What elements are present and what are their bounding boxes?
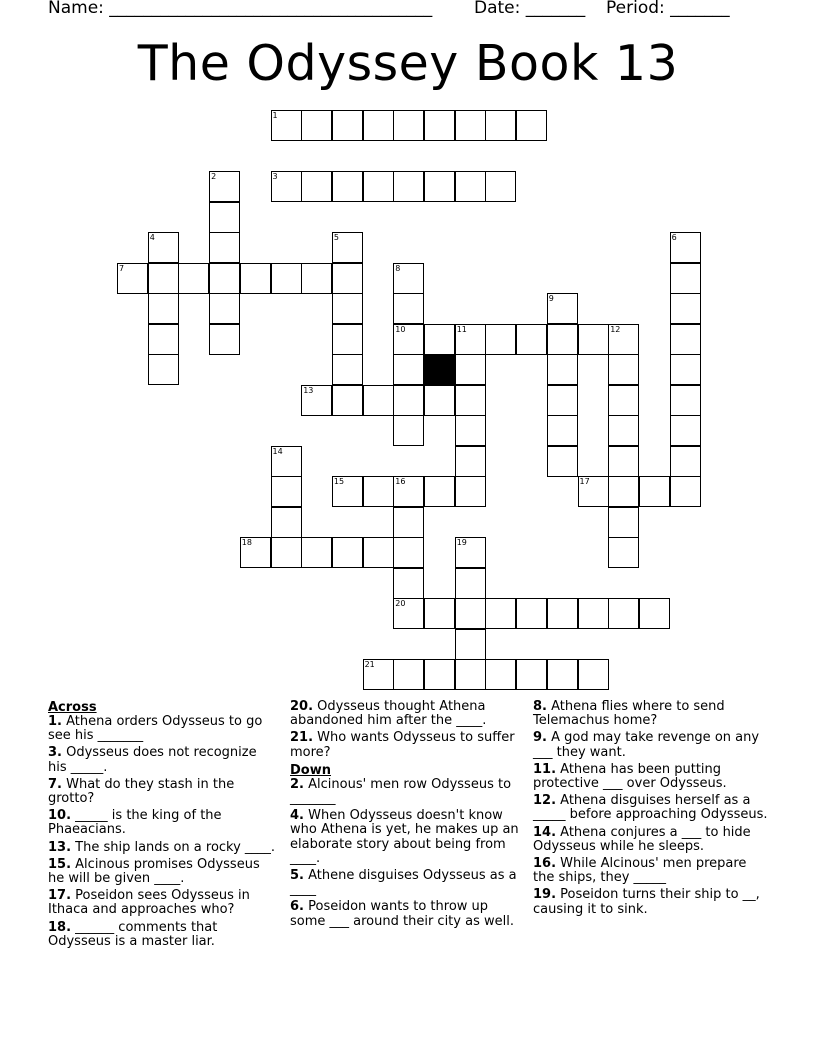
clue-item [290,809,522,866]
grid-cell[interactable] [209,202,240,233]
grid-cell[interactable] [455,568,486,599]
period-field[interactable]: Period: _______ [606,0,730,18]
grid-cell[interactable] [455,415,486,446]
clue-text: Alcinous promises Odysseus he will be given ____. [48,856,260,887]
cell-number: 17 [579,477,590,486]
clue-number: 16. [533,856,557,872]
grid-cell[interactable] [393,537,424,568]
cell-number: 1 [272,111,278,120]
grid-cell[interactable] [148,232,179,263]
clue-text: Who wants Odysseus to suffer more? [290,730,515,760]
grid-cell[interactable] [516,110,547,141]
clue-number: 21. [290,730,314,746]
clue-item [48,715,278,743]
clue-number: 8. [533,699,547,714]
grid-cell[interactable] [332,537,363,568]
grid-cell[interactable] [608,537,639,568]
grid-cell[interactable] [639,598,670,629]
grid-cell[interactable] [148,293,179,324]
clue-item [533,857,768,885]
grid-cell[interactable] [301,263,332,294]
cell-number: 9 [548,294,554,303]
grid-cell[interactable] [363,659,394,690]
clue-number: 1. [48,714,62,729]
clue-item [533,700,768,728]
clue-item [48,809,278,837]
clue-text: _____ is the king of the Phaeacians. [48,808,222,838]
grid-cell[interactable] [485,171,516,202]
grid-cell[interactable] [209,171,240,202]
across-heading: Across [48,700,97,715]
grid-cell[interactable] [608,354,639,385]
clue-text: ______ comments that Odysseus is a master liar. [48,919,218,949]
clue-number: 6. [290,899,304,915]
grid-cell[interactable] [670,354,701,385]
grid-cell[interactable] [670,476,701,507]
clue-number: 18. [48,919,72,935]
grid-cell[interactable] [148,263,179,294]
grid-cell[interactable] [455,354,486,385]
grid-cell[interactable] [670,263,701,294]
cell-number: 16 [395,477,406,486]
grid-cell[interactable] [455,659,486,690]
grid-cell[interactable] [148,354,179,385]
clue-item [290,731,522,759]
grid-cell[interactable] [547,598,578,629]
clue-item [533,794,768,822]
grid-cell[interactable] [424,476,455,507]
grid-cell[interactable] [271,446,302,477]
down-heading: Down [290,762,331,778]
cell-number: 6 [671,233,677,242]
clue-number: 5. [290,868,304,884]
grid-cell[interactable] [332,110,363,141]
grid-cell[interactable] [424,110,455,141]
grid-cell[interactable] [424,598,455,629]
clue-item [48,889,278,917]
clue-list [48,700,778,1000]
grid-cell[interactable] [547,354,578,385]
grid-cell[interactable] [608,385,639,416]
cell-number: 10 [395,324,406,334]
clue-text: Athena has been putting protective ___ over Odysseus. [533,761,727,792]
clue-number: 9. [533,730,547,746]
clue-item [533,731,768,759]
grid-cell[interactable] [516,324,547,355]
grid-cell[interactable] [485,110,516,141]
clue-number: 13. [48,839,72,855]
cell-number: 4 [149,233,155,242]
grid-cell[interactable] [332,171,363,202]
grid-cell[interactable] [393,171,424,202]
cell-number: 12 [610,324,621,334]
grid-cell[interactable] [301,385,332,416]
clue-number: 17. [48,888,72,904]
grid-cell[interactable] [393,507,424,538]
clue-item [290,900,522,928]
clue-item [48,858,278,886]
grid-cell[interactable] [363,110,394,141]
grid-cell[interactable] [670,415,701,446]
cell-number: 11 [456,324,467,334]
grid-cell[interactable] [455,446,486,477]
grid-cell[interactable] [332,476,363,507]
clue-item [290,700,522,728]
grid-cell[interactable] [485,659,516,690]
grid-cell[interactable] [547,659,578,690]
grid-cell[interactable] [117,263,148,294]
grid-cell[interactable] [670,324,701,355]
grid-cell[interactable] [608,324,639,355]
grid-cell[interactable] [271,507,302,538]
cell-number: 7 [119,263,125,273]
clue-text: Alcinous' men row Odysseus to _______ [290,776,512,807]
grid-cell[interactable] [271,263,302,294]
grid-cell[interactable] [424,324,455,355]
clue-item [48,778,278,806]
grid-cell[interactable] [547,293,578,324]
clue-number: 14. [533,824,557,840]
grid-cell[interactable] [178,263,209,294]
clue-text: Poseidon turns their ship to __, causing it to sink. [533,887,760,917]
cell-number: 18 [241,538,252,547]
grid-cell[interactable] [301,171,332,202]
cell-number: 13 [303,385,314,395]
clue-column-2 [290,700,522,932]
grid-cell[interactable] [547,324,578,355]
grid-cell[interactable] [393,324,424,355]
grid-cell[interactable] [455,537,486,568]
grid-cell[interactable] [608,598,639,629]
grid-cell[interactable] [547,446,578,477]
grid-cell[interactable] [393,110,424,141]
grid-cell[interactable] [363,537,394,568]
cell-number: 21 [364,660,375,669]
grid-cell[interactable] [271,476,302,507]
clue-number: 19. [533,887,557,903]
clue-item [533,763,768,791]
grid-cell[interactable] [332,354,363,385]
clue-text: Poseidon wants to throw up some ___ around their city as well. [290,899,514,929]
clue-number: 3. [48,745,62,761]
clue-text: Athene disguises Odysseus as a ____ [290,868,517,898]
grid-cell[interactable] [424,171,455,202]
clue-item [533,888,768,916]
grid-cell[interactable] [455,110,486,141]
clue-text: Odysseus thought Athena abandoned him after the ____. [290,699,487,729]
clue-text: What do they stash in the grotto? [48,776,235,807]
clue-column-1 [48,700,278,952]
clue-number: 20. [290,699,314,714]
clue-number: 7. [48,776,62,792]
grid-cell[interactable] [393,385,424,416]
grid-cell[interactable] [578,476,609,507]
grid-cell[interactable] [209,324,240,355]
grid-cell[interactable] [301,537,332,568]
grid-cell[interactable] [301,110,332,141]
cell-number: 14 [272,446,283,456]
grid-cell[interactable] [424,659,455,690]
grid-cell[interactable] [670,293,701,324]
clue-text: While Alcinous' men prepare the ships, they _____ [533,856,747,886]
grid-cell[interactable] [363,171,394,202]
grid-cell[interactable] [455,324,486,355]
grid-cell[interactable] [393,415,424,446]
grid-cell[interactable] [485,324,516,355]
grid-cell[interactable] [393,263,424,294]
grid-cell[interactable] [393,293,424,324]
name-field[interactable]: Name: ______________________________________ [48,0,433,18]
grid-cell[interactable] [547,385,578,416]
clue-item [533,826,768,854]
clue-number: 2. [290,776,304,792]
grid-cell[interactable] [547,415,578,446]
grid-cell[interactable] [271,110,302,141]
grid-cell[interactable] [332,263,363,294]
clue-number: 10. [48,808,72,824]
grid-cell[interactable] [271,537,302,568]
grid-cell[interactable] [332,293,363,324]
clue-text: Athena disguises herself as a _____ before approaching Odysseus. [533,793,768,823]
grid-cell[interactable] [670,446,701,477]
cell-number: 19 [456,538,467,547]
grid-cell[interactable] [485,598,516,629]
grid-cell[interactable] [578,598,609,629]
cell-number: 2 [211,172,217,181]
grid-cell[interactable] [363,385,394,416]
grid-cell[interactable] [240,263,271,294]
clue-item [290,869,522,897]
grid-cell[interactable] [393,568,424,599]
grid-cell[interactable] [670,385,701,416]
grid-cell[interactable] [240,537,271,568]
grid-cell[interactable] [639,476,670,507]
clue-item [48,746,278,774]
grid-cell[interactable] [148,324,179,355]
clue-item [48,841,278,855]
grid-cell[interactable] [608,446,639,477]
clue-item [48,921,278,949]
clue-text: When Odysseus doesn't know who Athena is yet, he makes up an elaborate story about being from ____. [290,808,519,866]
grid-cell[interactable] [455,629,486,660]
grid-cell[interactable] [455,171,486,202]
black-cell [424,354,455,385]
clue-text: Athena flies where to send Telemachus home? [533,699,725,729]
grid-cell[interactable] [393,659,424,690]
clue-number: 12. [533,793,557,809]
grid-cell[interactable] [332,385,363,416]
grid-cell[interactable] [578,324,609,355]
clue-number: 15. [48,856,72,872]
grid-cell[interactable] [516,598,547,629]
grid-cell[interactable] [455,476,486,507]
clue-text: Athena conjures a ___ to hide Odysseus while he sleeps. [533,824,751,854]
grid-cell[interactable] [393,598,424,629]
page-title: The Odyssey Book 13 [137,35,679,92]
clue-text: Poseidon sees Odysseus in Ithaca and approaches who? [48,888,250,918]
clue-text: Odysseus does not recognize his _____. [48,745,257,775]
grid-cell[interactable] [209,232,240,263]
grid-cell[interactable] [455,385,486,416]
grid-cell[interactable] [332,232,363,263]
grid-cell[interactable] [608,415,639,446]
grid-cell[interactable] [670,232,701,263]
grid-cell[interactable] [424,385,455,416]
cell-number: 3 [272,172,278,181]
grid-cell[interactable] [209,263,240,294]
clue-number: 4. [290,808,304,824]
clue-text: Athena orders Odysseus to go see his _______ [48,714,263,744]
grid-cell[interactable] [608,476,639,507]
cell-number: 5 [333,233,339,242]
date-field[interactable]: Date: _______ [474,0,586,18]
clue-column-3 [533,700,768,920]
grid-cell[interactable] [271,171,302,202]
clue-text: The ship lands on a rocky ____. [71,839,276,855]
grid-cell[interactable] [332,324,363,355]
grid-cell[interactable] [516,659,547,690]
grid-cell[interactable] [393,476,424,507]
clue-text: A god may take revenge on any ___ they want. [533,730,760,760]
grid-cell[interactable] [363,476,394,507]
clue-number: 11. [533,761,557,777]
grid-cell[interactable] [578,659,609,690]
cell-number: 15 [333,477,345,486]
grid-cell[interactable] [455,598,486,629]
grid-cell[interactable] [393,354,424,385]
cell-number: 20 [395,599,406,608]
grid-cell[interactable] [608,507,639,538]
grid-cell[interactable] [209,293,240,324]
cell-number: 8 [395,263,401,273]
clue-item [290,778,522,806]
